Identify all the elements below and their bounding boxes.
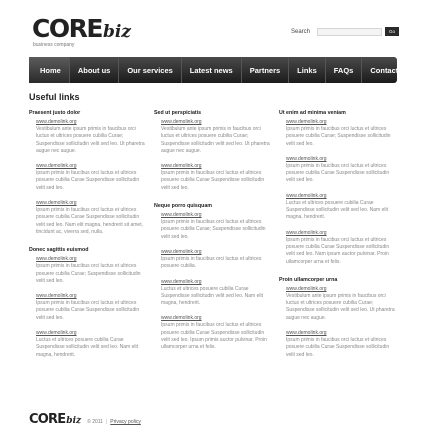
- link-description: Vestibulum ante ipsum primis in faucibus orci luctus et ultrices posuere cubilia Curae; Suspendisse sollicitudin velit sed leo. Ut pharetra augue nec augue.: [286, 292, 395, 321]
- list-item: [161, 119, 272, 155]
- link-description: Ipsum primis in faucibus orci luctus et ultrices posuere cubilia Curae Suspendisse sollicitudin velit sed leo.: [36, 170, 140, 191]
- link-description: Ipsum primis in faucibus orci luctus et ultrices posuere cubilia Curae; Suspendisse sollicitudin velit sed leo.: [286, 126, 391, 147]
- nav-item-our-services[interactable]: Our services: [118, 57, 180, 83]
- footer-logo-accent[interactable]: biz: [66, 416, 82, 426]
- link-url[interactable]: www.demolink.org: [161, 163, 202, 170]
- link-url[interactable]: www.demolink.org: [286, 155, 327, 162]
- category-title: Donec sagittis euismod: [29, 247, 89, 254]
- link-url[interactable]: www.demolink.org: [36, 119, 77, 125]
- link-description: Ipsum primis in faucibus orci luctus et ultrices posuere cubilia Curae; Suspendisse sollicitudin velit sed leo.: [36, 263, 141, 284]
- link-url[interactable]: www.demolink.org: [286, 229, 327, 236]
- link-url[interactable]: www.demolink.org: [36, 293, 77, 300]
- link-url[interactable]: www.demolink.org: [286, 119, 327, 125]
- list-item: [286, 119, 397, 148]
- logo-main-text: CORE: [32, 14, 102, 43]
- link-description: Luctus et ultrices posuere cubilia Curae Suspendisse sollicitudin velit sed leo. Nam elit magna, hendrerit.: [36, 337, 138, 358]
- link-description: Ipsum primis in faucibus orci luctus et ultrices posuere cubilia Curae; Suspendisse sollicitudin velit sed leo.: [161, 219, 266, 240]
- nav-item-partners[interactable]: Partners: [241, 57, 288, 83]
- nav-item-contacts[interactable]: Contacts: [361, 57, 410, 83]
- list-item: [161, 249, 272, 271]
- copyright-text: © 2011: [87, 419, 103, 425]
- link-url[interactable]: www.demolink.org: [161, 212, 202, 219]
- list-item: [36, 119, 147, 155]
- logo-accent-text: biz: [102, 22, 131, 42]
- category-title: Proin ullamcorper urna: [279, 276, 338, 283]
- link-url[interactable]: www.demolink.org: [36, 200, 77, 207]
- nav-item-links[interactable]: Links: [288, 57, 325, 83]
- search-label: Search: [291, 28, 311, 35]
- category-title: Praesent justo dolor: [29, 110, 81, 116]
- link-url[interactable]: www.demolink.org: [36, 330, 77, 337]
- category-title: Neque porro quisquam: [154, 203, 212, 210]
- link-description: Ipsum primis in faucibus orci luctus et ultrices posuere cubilia Curae Suspendisse sollicitudin velit sed leo. Nam ipsum auctor pulvinar. Proin ullamcorper urna et felis.: [286, 236, 390, 265]
- link-url[interactable]: www.demolink.org: [286, 285, 327, 292]
- list-item: [286, 230, 397, 266]
- link-description: Ipsum primis in faucibus orci luctus et ultrices posuere cubilia Curae Suspendisse sollicitudin velit sed leo.: [161, 170, 265, 191]
- search-input[interactable]: [317, 28, 382, 36]
- list-item: [286, 156, 397, 185]
- link-description: Luctus et ultrices posuere cubilia Curae Suspendisse sollicitudin velit sed leo. Nam elit magna, hendrerit.: [286, 199, 388, 221]
- category-title: Ut enim ad minima veniam: [279, 110, 346, 116]
- search-button[interactable]: Go: [385, 27, 399, 36]
- list-item: [36, 163, 147, 192]
- link-url[interactable]: www.demolink.org: [161, 119, 202, 125]
- link-description: Ipsum primis in faucibus orci luctus et ultrices posuere cubilia Curae Suspendisse sollicitudin velit sed leo.: [286, 162, 390, 184]
- nav-item-faqs[interactable]: FAQs: [325, 57, 362, 83]
- link-description: Ipsum primis in faucibus orci luctus et ultrices posuere cubilia Curae Suspendisse sollicitudin velit sed leo.: [286, 337, 390, 358]
- link-description: Luctus et ultrices posuere cubilia Curae Suspendisse sollicitudin velit sed leo. Nam elit magna, hendrerit.: [161, 285, 263, 307]
- list-item: [286, 193, 397, 222]
- list-item: [36, 330, 147, 359]
- links-column-2: [154, 110, 272, 360]
- list-item: [161, 279, 272, 308]
- list-item: [161, 163, 272, 192]
- link-url[interactable]: www.demolink.org: [161, 278, 202, 285]
- link-url[interactable]: www.demolink.org: [161, 248, 202, 255]
- privacy-policy-link[interactable]: Privacy policy: [110, 419, 141, 425]
- list-item: [161, 212, 272, 241]
- link-description: Ipsum primis in faucibus orci luctus et ultrices posuere cubilia Curae Suspendisse sollicitudin velit sed leo. Nam elit magna, hendrerit sit amet, tincidunt ac, viverra sed, nulla.: [36, 207, 143, 235]
- link-url[interactable]: www.demolink.org: [36, 256, 77, 263]
- list-item: [36, 200, 147, 236]
- main-nav: [29, 57, 403, 83]
- footer-separator: |: [105, 419, 108, 425]
- link-description: Ipsum primis in faucibus orci luctus et ultrices posuere cubilia Curae Suspendisse sollicitudin velit sed leo. Ipsum primis auctor pulvinar. Proin ullamcorper urna et felis.: [161, 322, 267, 351]
- list-item: [36, 256, 147, 285]
- list-item: [286, 286, 397, 322]
- link-url[interactable]: www.demolink.org: [161, 315, 202, 322]
- site-logo[interactable]: [32, 14, 131, 48]
- link-description: Vestibulum ante ipsum primis in faucibus orci luctus et ultrices posuere cubilia Curae; Suspendisse sollicitudin velit sed leo. Ut pharetra augue nec augue.: [161, 126, 270, 154]
- link-url[interactable]: www.demolink.org: [286, 192, 327, 199]
- list-item: [286, 330, 397, 359]
- links-column-3: [279, 110, 397, 367]
- nav-item-about-us[interactable]: About us: [69, 57, 119, 83]
- list-item: [161, 315, 272, 351]
- footer-logo-main[interactable]: CORE: [29, 412, 66, 427]
- nav-item-home[interactable]: Home: [29, 57, 69, 83]
- link-url[interactable]: www.demolink.org: [286, 330, 327, 337]
- logo-tagline: business company: [33, 42, 75, 48]
- link-description: Ipsum primis in faucibus orci luctus et ultrices posuere cubilia Curae Suspendisse sollicitudin velit sed leo.: [36, 300, 140, 321]
- nav-item-latest-news[interactable]: Latest news: [181, 57, 241, 83]
- search-form: [291, 27, 399, 36]
- link-description: Ipsum primis in faucibus orci luctus et ultrices posuere cubilia.: [161, 255, 262, 270]
- page-title: Useful links: [29, 92, 80, 102]
- links-column-1: [29, 110, 147, 367]
- category-title: Sed ut perspiciatis: [154, 110, 202, 116]
- footer: [29, 412, 141, 427]
- list-item: [36, 293, 147, 322]
- link-description: Vestibulum ante ipsum primis in faucibus orci luctus et ultrices posuere cubilia Curae; Suspendisse sollicitudin velit sed leo. Ut pharetra augue nec augue.: [36, 126, 145, 154]
- link-url[interactable]: www.demolink.org: [36, 163, 77, 170]
